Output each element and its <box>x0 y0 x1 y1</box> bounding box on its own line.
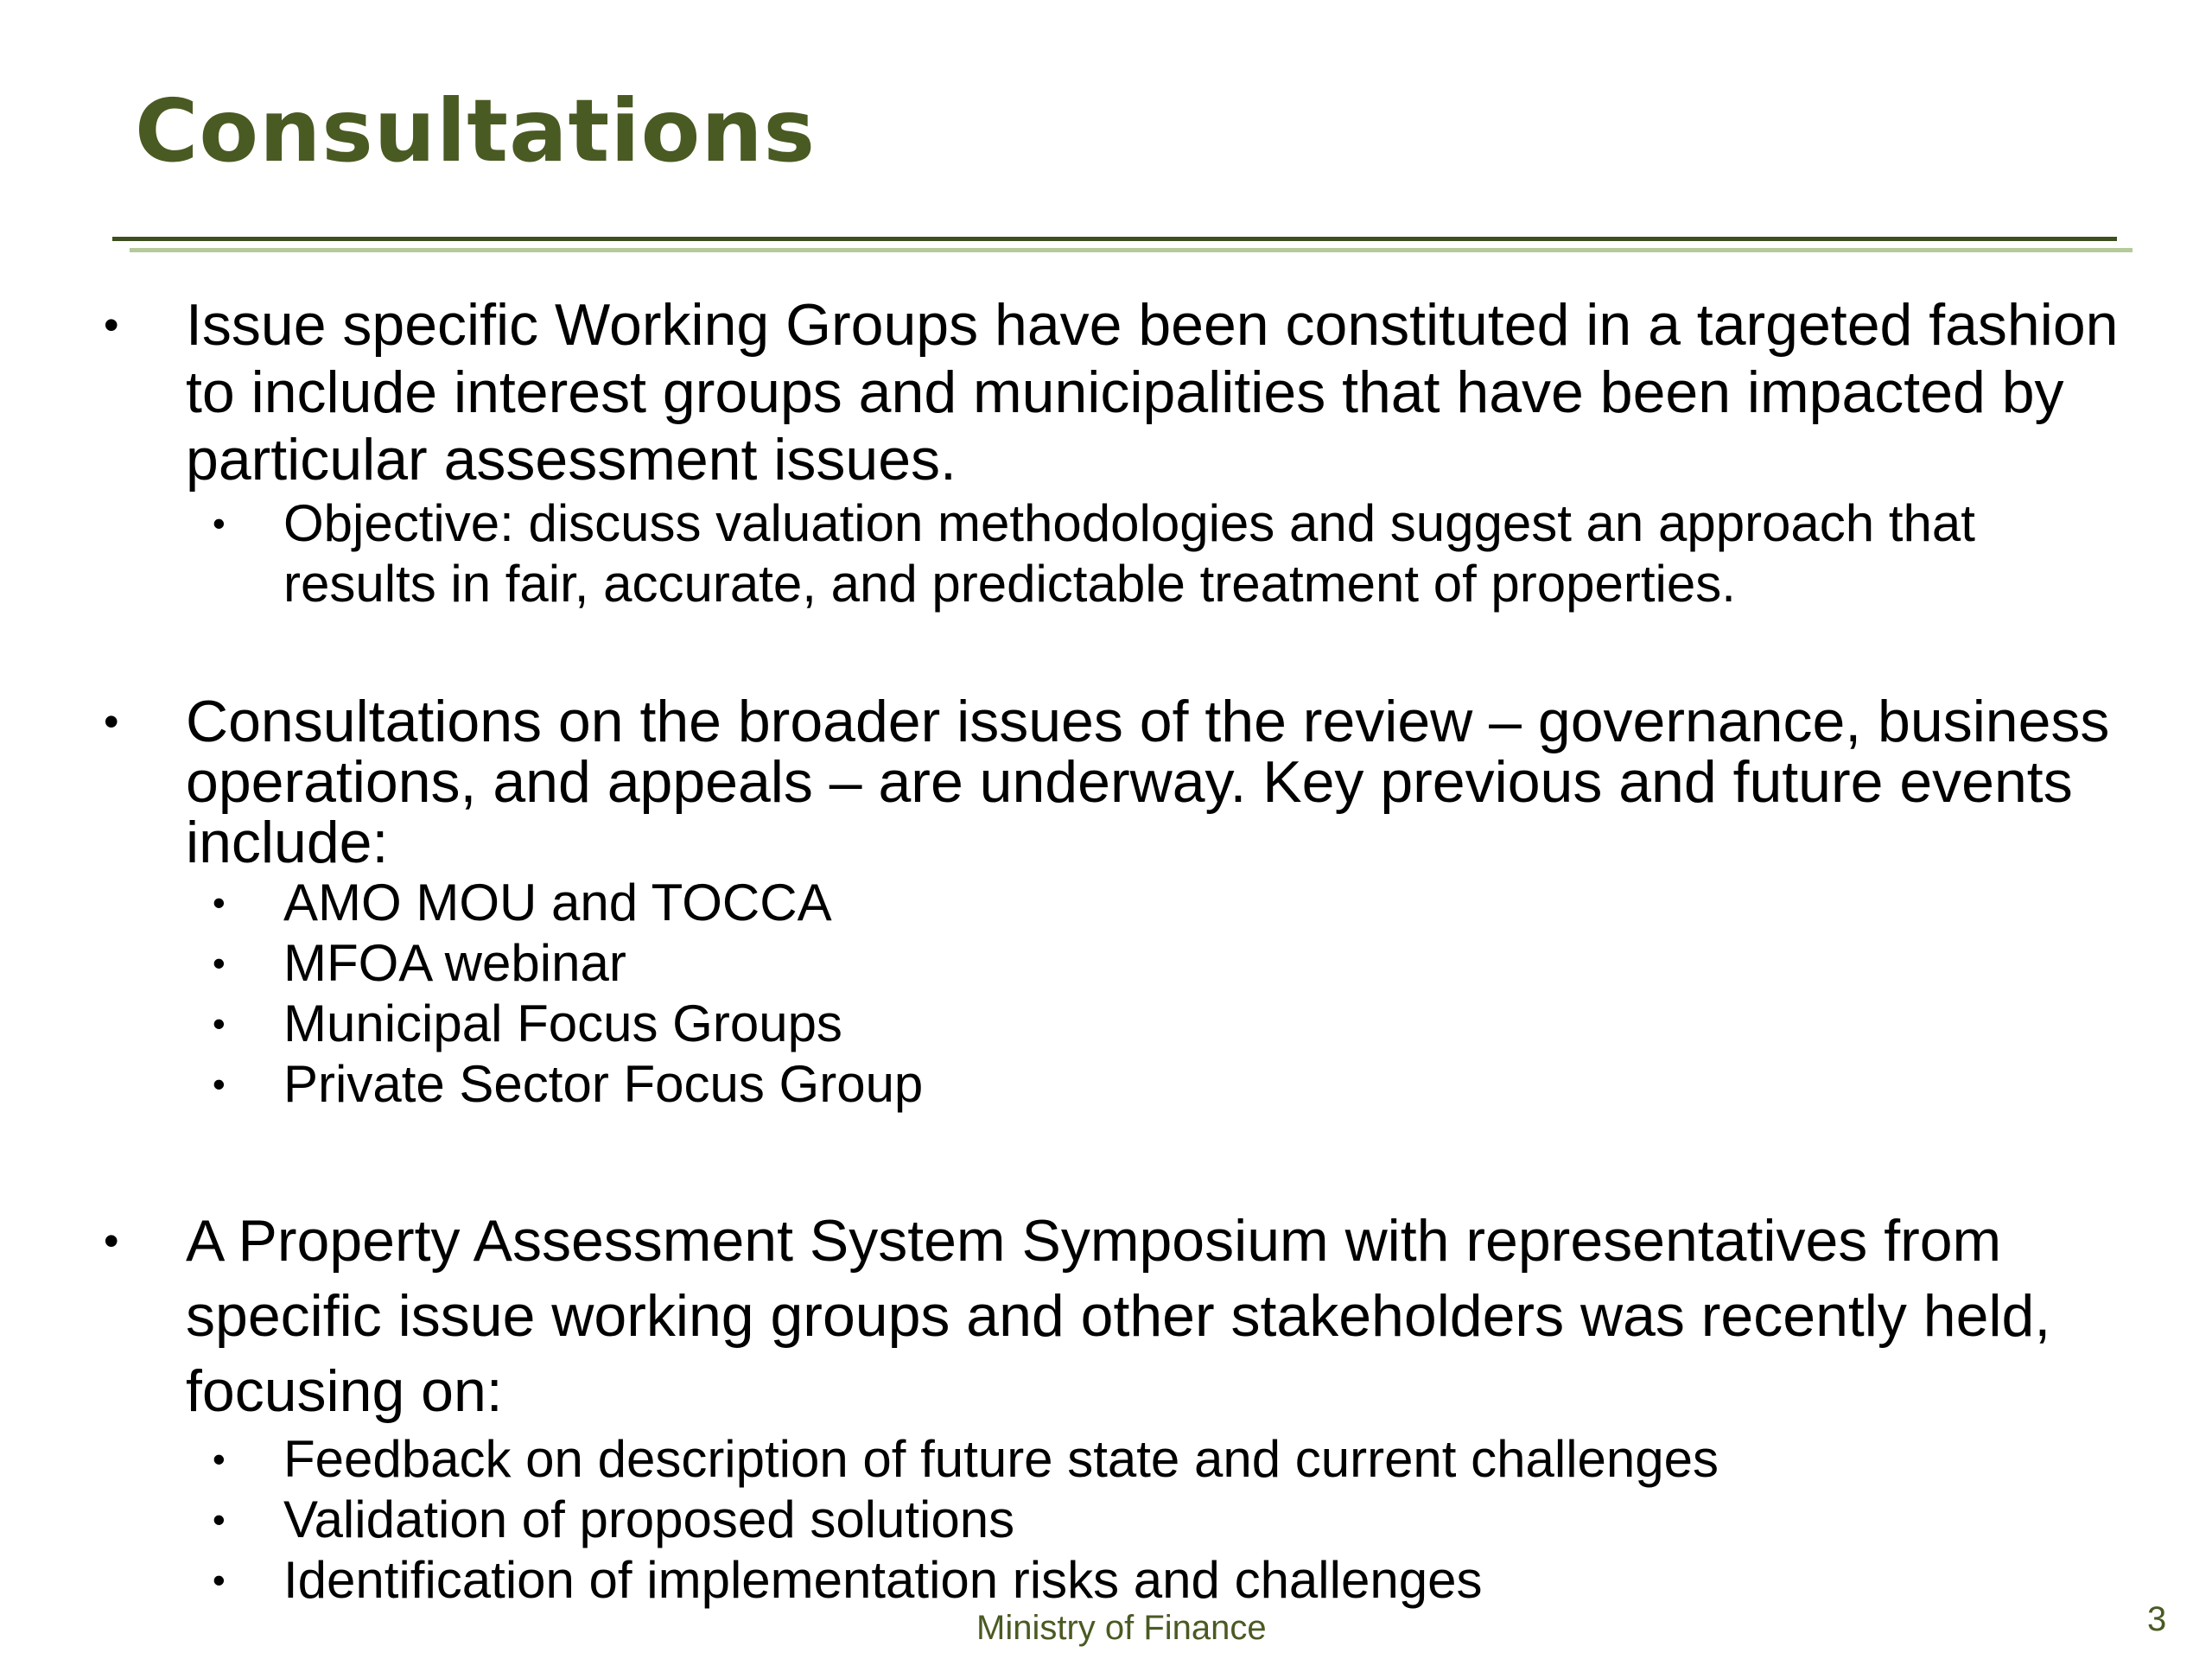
sub-bullet: • MFOA webinar <box>283 933 2139 994</box>
sub-bullet: • Identification of implementation risks and challenges <box>283 1550 2139 1611</box>
sub-bullet: • Municipal Focus Groups <box>283 994 2139 1054</box>
sub-bullet: • Validation of proposed solutions <box>283 1490 2139 1550</box>
sub-bullet-list <box>186 1429 2139 1611</box>
title-divider-dark <box>112 237 2117 241</box>
sub-bullet-list <box>186 873 2139 1115</box>
bullet-text: Issue specific Working Groups have been constituted in a targeted fashion to include interest groups and municipalities that have been impacted by particular assessment issues. <box>186 292 2119 493</box>
sub-bullet: • Feedback on description of future state and current challenges <box>283 1429 2139 1490</box>
sub-bullet: • AMO MOU and TOCCA <box>283 873 2139 933</box>
bullet-text: A Property Assessment System Symposium with representatives from specific issue working groups and other stakeholders was recently held, focusing on: <box>186 1208 2051 1424</box>
sub-bullet-list <box>186 493 2139 614</box>
sub-bullet: • Private Sector Focus Group <box>283 1054 2139 1115</box>
bullet-text: Consultations on the broader issues of the review – governance, business operations, and appeals – are underway. Key previous and future events include: <box>186 689 2110 875</box>
footer-organization: Ministry of Finance <box>976 1609 1267 1647</box>
page-number: 3 <box>2147 1600 2167 1638</box>
title-divider-light <box>130 248 2133 252</box>
sub-bullet: • Objective: discuss valuation methodologies and suggest an approach that results in fair, accurate, and predictable treatment of properties. <box>283 493 2139 614</box>
bullet-working-groups <box>186 291 2139 614</box>
slide-title: Consultations <box>135 80 817 181</box>
bullet-symposium <box>186 1204 2139 1611</box>
bullet-consultations <box>186 691 2139 1115</box>
